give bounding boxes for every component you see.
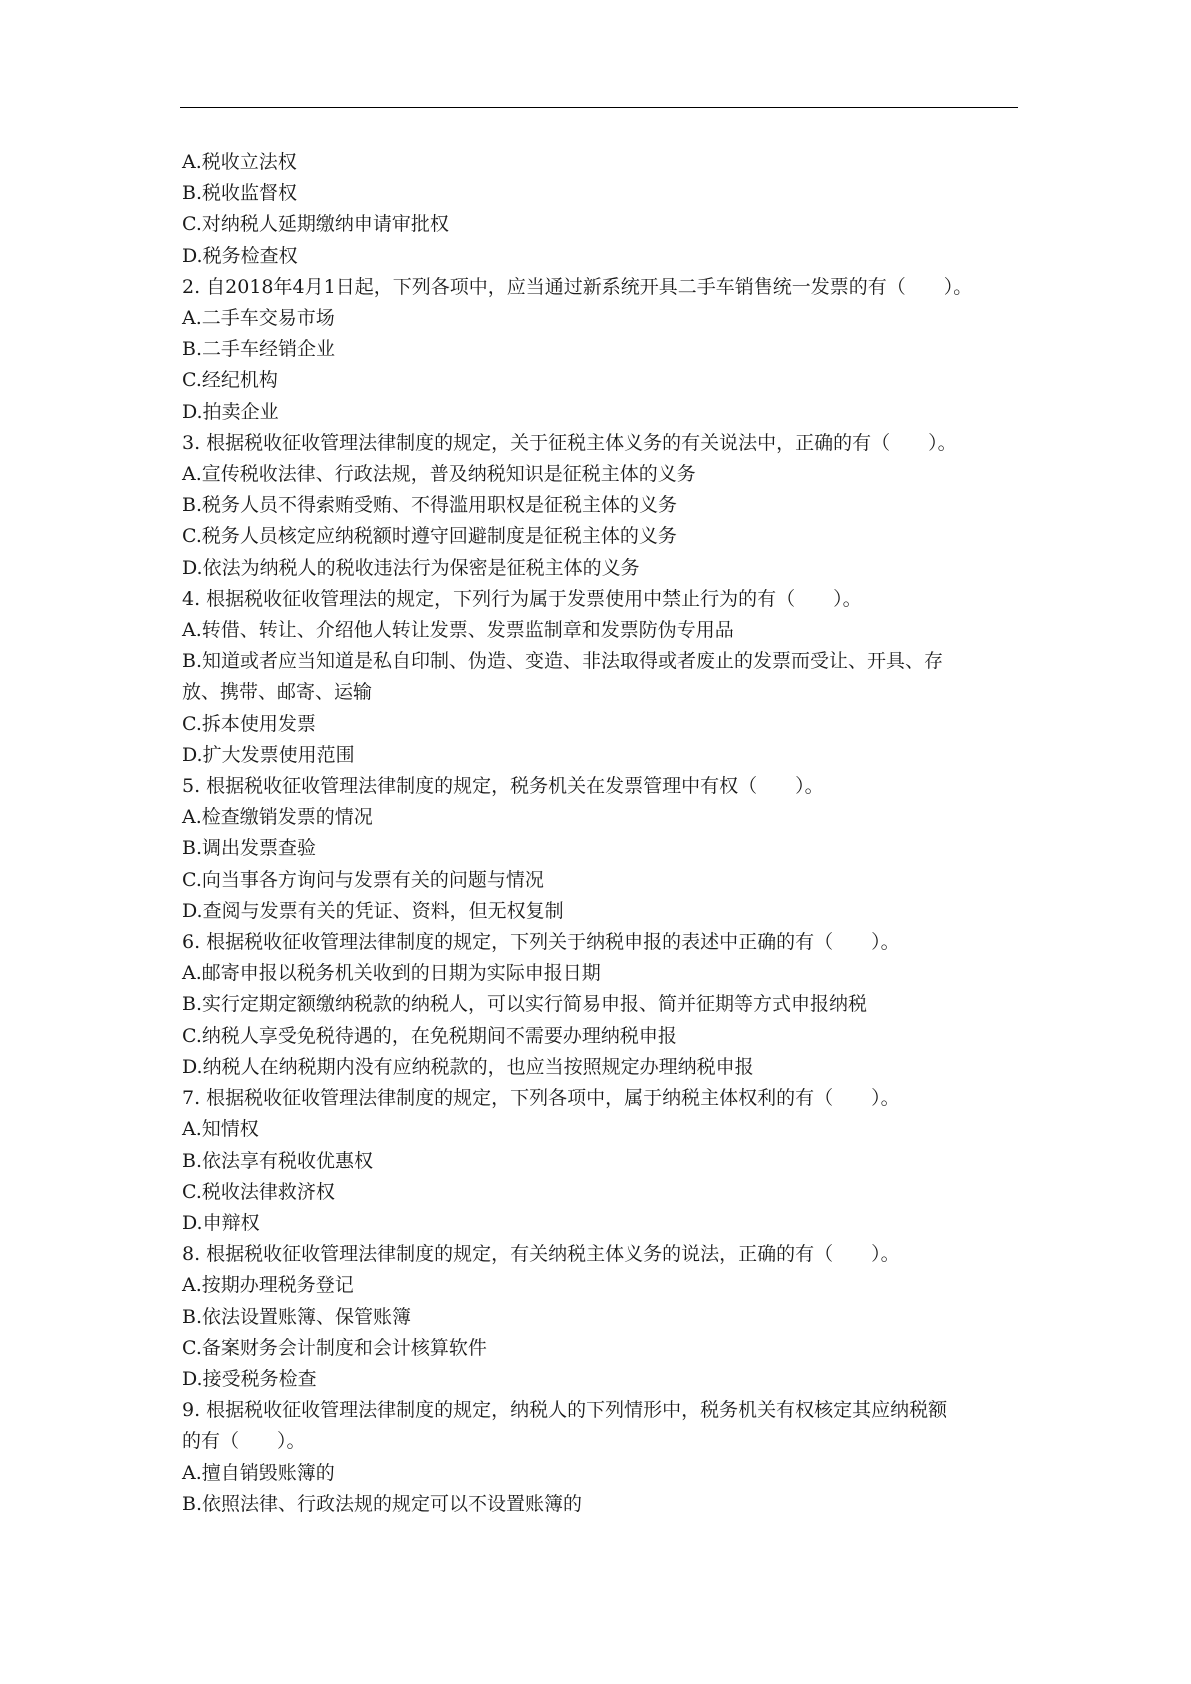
text-line: A.转借、转让、介绍他人转让发票、发票监制章和发票防伪专用品 bbox=[182, 619, 734, 642]
text-line: 5. 根据税收征收管理法律制度的规定，税务机关在发票管理中有权（ ）。 bbox=[182, 775, 824, 798]
document-body bbox=[182, 147, 1018, 1520]
text-line: A.二手车交易市场 bbox=[182, 307, 335, 330]
text-line: A.宣传税收法律、行政法规，普及纳税知识是征税主体的义务 bbox=[182, 463, 696, 486]
text-line: 2. 自2018年4月1日起，下列各项中，应当通过新系统开具二手车销售统一发票的有（ ）。 bbox=[182, 275, 973, 298]
text-line: C.对纳税人延期缴纳申请审批权 bbox=[182, 213, 449, 236]
text-line: 4. 根据税收征收管理法的规定，下列行为属于发票使用中禁止行为的有（ ）。 bbox=[182, 587, 862, 610]
text-line: D.接受税务检查 bbox=[182, 1367, 317, 1390]
text-line: C.拆本使用发票 bbox=[182, 712, 316, 735]
text-line: D.查阅与发票有关的凭证、资料，但无权复制 bbox=[182, 899, 564, 922]
text-line: D.依法为纳税人的税收违法行为保密是征税主体的义务 bbox=[182, 556, 640, 579]
text-line: C.税务人员核定应纳税额时遵守回避制度是征税主体的义务 bbox=[182, 525, 677, 548]
header-rule bbox=[180, 107, 1018, 108]
text-line: B.依照法律、行政法规的规定可以不设置账簿的 bbox=[182, 1492, 583, 1515]
text-line: D.纳税人在纳税期内没有应纳税款的，也应当按照规定办理纳税申报 bbox=[182, 1055, 754, 1078]
text-line: 9. 根据税收征收管理法律制度的规定，纳税人的下列情形中，税务机关有权核定其应纳税额 bbox=[182, 1399, 948, 1422]
text-line: B.税收监督权 bbox=[182, 182, 298, 205]
text-line: B.实行定期定额缴纳税款的纳税人，可以实行简易申报、简并征期等方式申报纳税 bbox=[182, 993, 868, 1016]
text-line: A.税收立法权 bbox=[182, 151, 297, 173]
text-line: A.按期办理税务登记 bbox=[182, 1274, 354, 1297]
text-line: A.知情权 bbox=[182, 1118, 259, 1141]
text-line: 3. 根据税收征收管理法律制度的规定，关于征税主体义务的有关说法中，正确的有（ ）。 bbox=[182, 431, 957, 454]
text-line: 8. 根据税收征收管理法律制度的规定，有关纳税主体义务的说法，正确的有（ ）。 bbox=[182, 1243, 900, 1266]
text-line: C.向当事各方询问与发票有关的问题与情况 bbox=[182, 868, 544, 891]
text-line: B.依法设置账簿、保管账簿 bbox=[182, 1305, 412, 1328]
text-line: 放、携带、邮寄、运输 bbox=[182, 681, 373, 704]
text-line: B.二手车经销企业 bbox=[182, 338, 336, 361]
text-line: C.备案财务会计制度和会计核算软件 bbox=[182, 1336, 487, 1359]
text-line: D.税务检查权 bbox=[182, 244, 298, 267]
text-line: A.邮寄申报以税务机关收到的日期为实际申报日期 bbox=[182, 962, 601, 985]
text-line: B.税务人员不得索贿受贿、不得滥用职权是征税主体的义务 bbox=[182, 494, 678, 517]
text-line: D.扩大发票使用范围 bbox=[182, 743, 355, 766]
text-line: B.知道或者应当知道是私自印制、伪造、变造、非法取得或者废止的发票而受让、开具、存 bbox=[182, 650, 944, 673]
text-line: A.擅自销毁账簿的 bbox=[182, 1461, 335, 1484]
text-line: 7. 根据税收征收管理法律制度的规定，下列各项中，属于纳税主体权利的有（ ）。 bbox=[182, 1087, 900, 1110]
text-line: 6. 根据税收征收管理法律制度的规定，下列关于纳税申报的表述中正确的有（ ）。 bbox=[182, 931, 900, 954]
text-line: B.依法享有税收优惠权 bbox=[182, 1149, 374, 1172]
text-line: C.税收法律救济权 bbox=[182, 1180, 335, 1203]
text-line: C.经纪机构 bbox=[182, 369, 278, 392]
text-line: A.检查缴销发票的情况 bbox=[182, 806, 373, 829]
text-line: B.调出发票查验 bbox=[182, 837, 317, 860]
text-line: D.申辩权 bbox=[182, 1211, 260, 1234]
text-line: C.纳税人享受免税待遇的，在免税期间不需要办理纳税申报 bbox=[182, 1024, 677, 1047]
text-line: D.拍卖企业 bbox=[182, 400, 279, 423]
text-line: 的有（ ）。 bbox=[182, 1430, 306, 1453]
